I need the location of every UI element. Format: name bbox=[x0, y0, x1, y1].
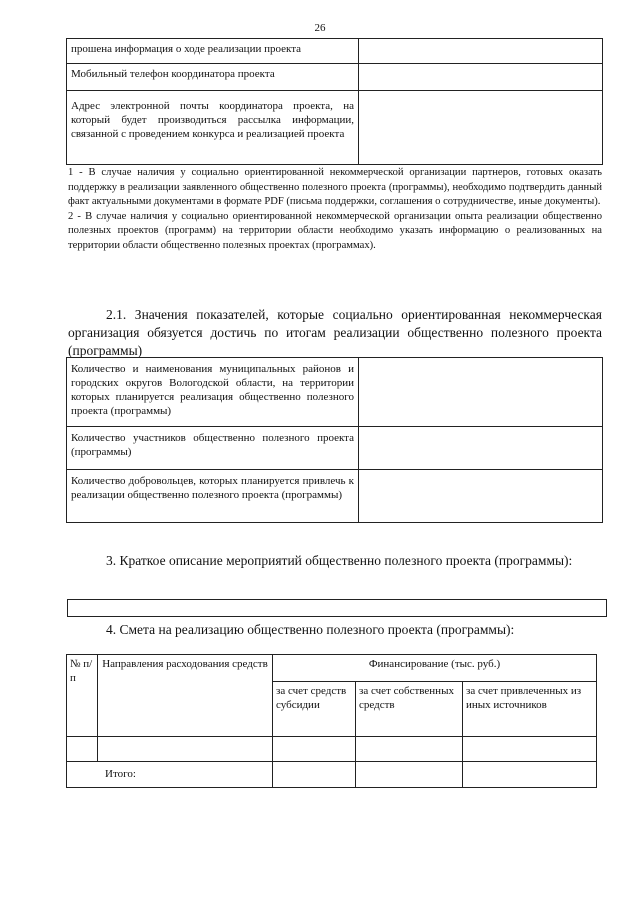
row-value-field[interactable] bbox=[359, 39, 603, 64]
table-row bbox=[67, 470, 603, 523]
row-value-field[interactable] bbox=[359, 64, 603, 91]
footnotes bbox=[68, 166, 602, 254]
column-header-own-funds: за счет собственных средств bbox=[356, 682, 463, 737]
indicators-table bbox=[66, 357, 603, 523]
table-header-row bbox=[67, 655, 597, 682]
table-cell[interactable] bbox=[356, 762, 463, 788]
table-cell[interactable] bbox=[463, 737, 597, 762]
column-header-direction: Направления расходования средств bbox=[98, 655, 273, 737]
column-header-number: № п/п bbox=[67, 655, 98, 737]
activities-description-field[interactable] bbox=[67, 599, 607, 617]
table-cell[interactable] bbox=[356, 737, 463, 762]
page-number: 26 bbox=[314, 22, 326, 34]
footnote-1: 1 - В случае наличия у социально ориентированной некоммерческой организации партнеров, готовых оказать поддержку в реализации заявленного общественно полезного проекта (программы), необходимо подтвердить данный факт актуальными документами в формате PDF (письма поддержки, соглашения о сотрудничестве, иные документы). bbox=[68, 167, 602, 208]
table-cell[interactable] bbox=[67, 737, 98, 762]
budget-table bbox=[66, 654, 597, 788]
table-cell[interactable] bbox=[273, 762, 356, 788]
column-header-other-sources: за счет привлеченных из иных источников bbox=[463, 682, 597, 737]
row-value-field[interactable] bbox=[359, 91, 603, 165]
row-label: Количество добровольцев, которых планируется привлечь к реализации общественно полезного проекта (программы) bbox=[67, 470, 359, 523]
table-row bbox=[67, 358, 603, 427]
row-label: Адрес электронной почты координатора проекта, на который будет производиться рассылка информации, связанной с проведением конкурса и реализацией проекта bbox=[67, 91, 359, 165]
table-row bbox=[67, 91, 603, 165]
row-label: прошена информация о ходе реализации проекта bbox=[67, 39, 359, 64]
row-value-field[interactable] bbox=[359, 358, 603, 427]
section-4-heading: 4. Смета на реализацию общественно полезного проекта (программы): bbox=[106, 622, 515, 637]
table-cell[interactable] bbox=[463, 762, 597, 788]
row-value-field[interactable] bbox=[359, 427, 603, 470]
table-total-row bbox=[67, 762, 597, 788]
table-row bbox=[67, 737, 597, 762]
column-header-financing: Финансирование (тыс. руб.) bbox=[273, 655, 597, 682]
row-value-field[interactable] bbox=[359, 470, 603, 523]
column-header-subsidy: за счет средств субсидии bbox=[273, 682, 356, 737]
table-cell[interactable] bbox=[273, 737, 356, 762]
row-label: Мобильный телефон координатора проекта bbox=[67, 64, 359, 91]
row-label: Количество участников общественно полезного проекта (программы) bbox=[67, 427, 359, 470]
section-2-1-heading: 2.1. Значения показателей, которые социально ориентированная некоммерческая организация обязуется достичь по итогам реализации общественно полезного проекта (программы) bbox=[68, 307, 602, 358]
total-label: Итого: bbox=[67, 762, 273, 788]
section-3-heading: 3. Краткое описание мероприятий общественно полезного проекта (программы): bbox=[106, 553, 573, 568]
table-row bbox=[67, 39, 603, 64]
row-label: Количество и наименования муниципальных районов и городских округов Вологодской области, на территории которых планируется реализация общественно полезного проекта (программы) bbox=[67, 358, 359, 427]
table-row bbox=[67, 64, 603, 91]
footnote-2: 2 - В случае наличия у социально ориентированной некоммерческой организации опыта реализации общественно полезных проектов (программ) на территории области необходимо указать информацию о реализованных на территории области общественно полезных проектах (программах). bbox=[68, 210, 602, 251]
coordinator-contacts-table bbox=[66, 38, 603, 165]
table-cell[interactable] bbox=[98, 737, 273, 762]
table-row bbox=[67, 427, 603, 470]
